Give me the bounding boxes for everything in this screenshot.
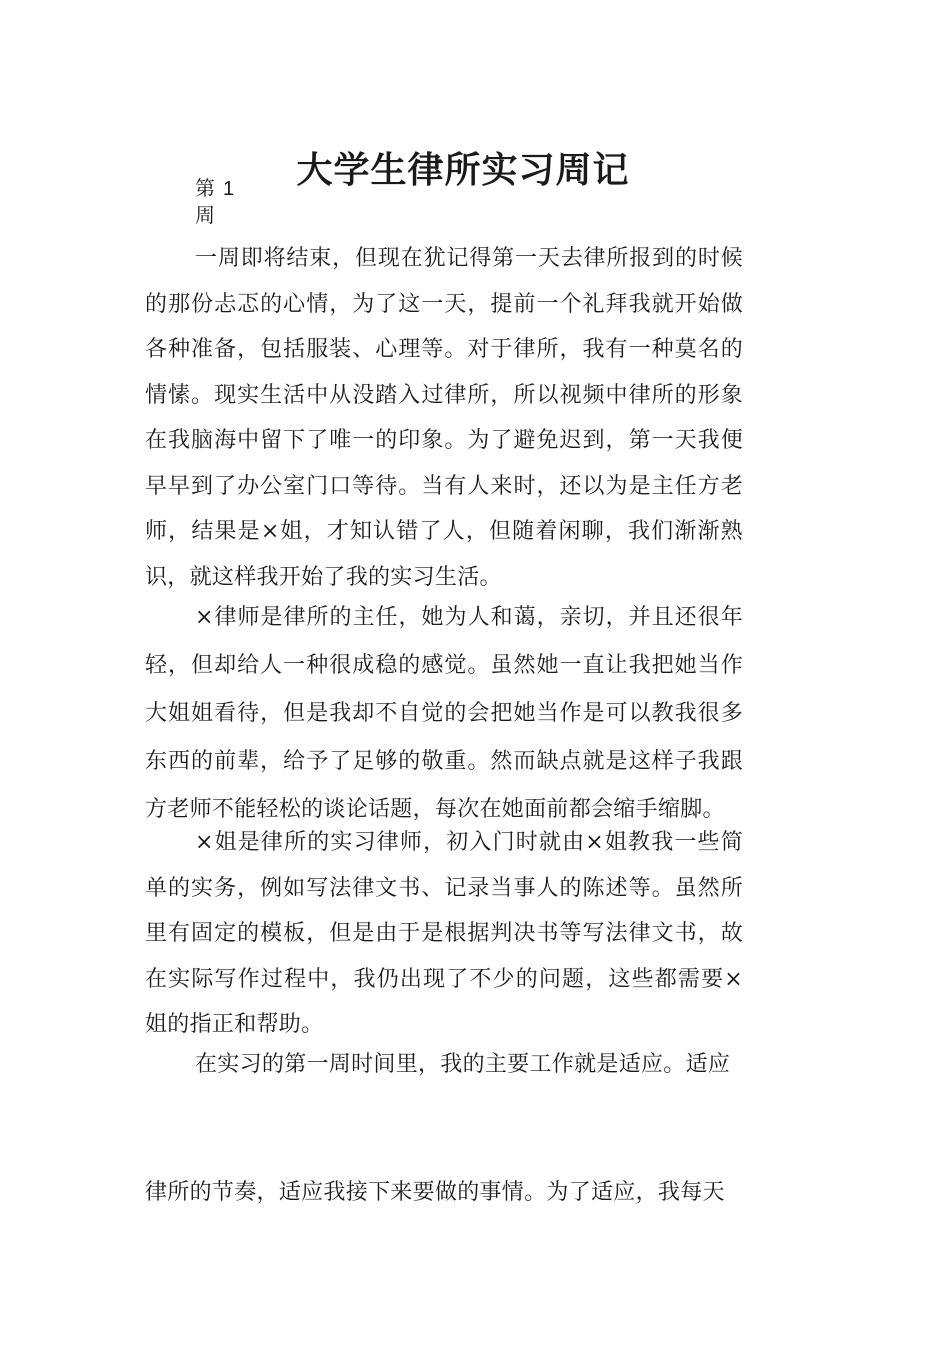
document-title: 大学生律所实习周记 — [296, 149, 630, 192]
paragraph: 一周即将结束，但现在犹记得第一天去律所报到的时候的那份忐忑的心情，为了这一天，提前一个礼拜我就开始做各种准备，包括服装、心理等。对于律所，我有一种莫名的情愫。现实生活中从没踏入过律所，所以视频中律所的形象在我脑海中留下了唯一的印象。为了避免迟到，第一天我便早早到了办公室门口等待。当有人来时，还以为是主任方老师，结果是×姐，才知认错了人，但随着闲聊，我们渐渐熟识，就这样我开始了我的实习生活。 — [145, 246, 743, 590]
paragraph: ×姐是律所的实习律师，初入门时就由×姐教我一些简单的实务，例如写法律文书、记录当事人的陈述等。虽然所里有固定的模板，但是由于是根据判决书等写法律文书，故在实际写作过程中，我仍出现了不少的问题，这些都需要×姐的指正和帮助。 — [145, 830, 743, 1037]
paragraph: 在实习的第一周时间里，我的主要工作就是适应。适应 — [195, 1052, 731, 1077]
week-prefix: 第 — [195, 176, 215, 200]
paragraph: 律所的节奏，适应我接下来要做的事情。为了适应，我每天 — [145, 1180, 725, 1205]
paragraph: ×律师是律所的主任，她为人和蔼，亲切，并且还很年轻，但却给人一种很成稳的感觉。虽然她一直让我把她当作大姐姐看待，但是我却不自觉的会把她当作是可以教我很多东西的前辈，给予了足够的敬重。然而缺点就是这样子我跟方老师不能轻松的谈论话题，每次在她面前都会缩手缩脚。 — [145, 605, 743, 822]
week-unit: 周 — [195, 203, 215, 227]
week-label — [195, 175, 234, 228]
week-number: 1 — [223, 178, 235, 200]
